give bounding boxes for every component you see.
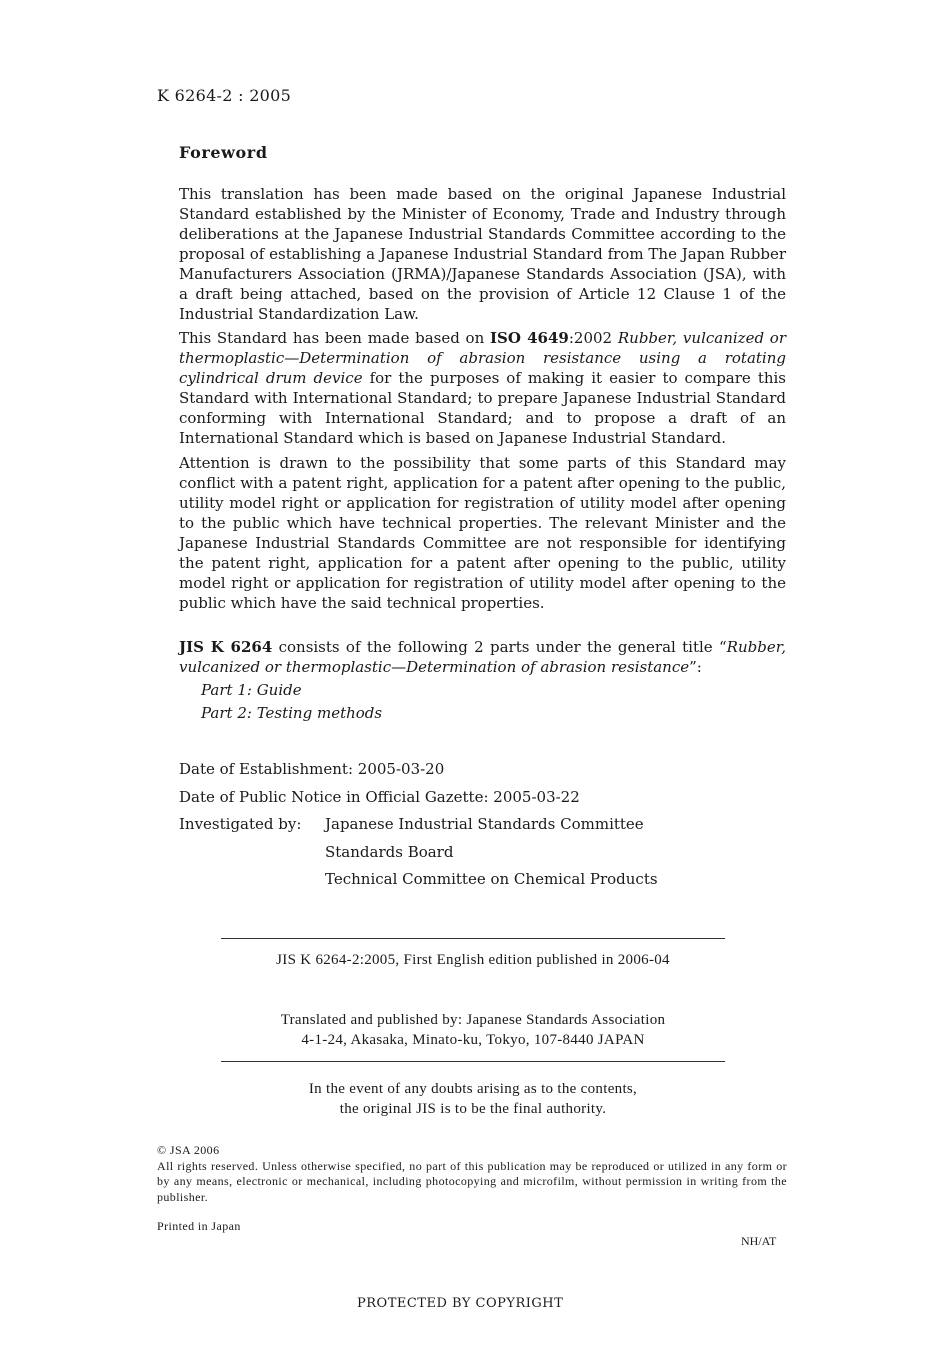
standard-number-header: K 6264-2 : 2005	[157, 86, 292, 105]
part-1-item: Part 1: Guide	[201, 681, 302, 699]
rights-statement: All rights reserved. Unless otherwise specified, no part of this publication may be reproduced or utilized in any form or by any means, electronic or mechanical, including photocopying and microfilm, without permission in writing from the publisher.	[157, 1158, 787, 1204]
part-2-item: Part 2: Testing methods	[201, 703, 383, 722]
publisher-block	[221, 1010, 725, 1050]
foreword-paragraph-4	[179, 637, 786, 677]
authority-line-1: In the event of any doubts arising as to the contents,	[308, 1081, 638, 1097]
publisher-line-1: Translated and published by: Japanese Standards Association	[280, 1012, 666, 1028]
para2-text-b: :2002	[568, 329, 618, 347]
investigator-2: Standards Board	[325, 842, 454, 861]
jis-reference: JIS K 6264	[179, 638, 273, 656]
investigated-by-label: Investigated by:	[179, 815, 302, 833]
divider-bottom	[221, 1061, 725, 1062]
printed-in: Printed in Japan	[157, 1219, 241, 1233]
authority-line-2: the original JIS is to be the final authority.	[339, 1101, 607, 1117]
iso-title: Rubber, vulcanized or thermoplastic—Determination of abrasion resistance using a rotating cylindrical drum device	[179, 329, 786, 387]
para2-text-c: for the purposes of making it easier to compare this Standard with International Standard; to prepare Japanese Industrial Standard conforming with International Standard; and to propose a draft of an International Standard which is based on Japanese Industrial Standard.	[179, 369, 787, 447]
foreword-paragraph-3: Attention is drawn to the possibility that some parts of this Standard may conflict with a patent right, application for a patent after opening to the public, utility model right or application for registration of utility model after opening to the public which have technical properties. The relevant Minister and the Japanese Industrial Standards Committee are not responsible for identifying the patent right, application for a patent after opening to the public, utility model right or application for registration of utility model after opening to the public which have the said technical properties.	[179, 454, 786, 612]
foreword-title: Foreword	[179, 143, 268, 162]
investigated-by-list	[325, 811, 658, 894]
investigator-1: Japanese Industrial Standards Committee	[325, 815, 644, 833]
general-title: Rubber, vulcanized or thermoplastic—Determination of abrasion resistance	[179, 638, 786, 676]
authority-note	[221, 1079, 725, 1119]
para4-text-a: consists of the following 2 parts under the general title “	[272, 638, 727, 656]
para4-text-b: ”:	[689, 658, 702, 676]
foreword-paragraph-2	[179, 328, 786, 448]
para2-text-a: This Standard has been made based on	[179, 329, 490, 347]
protected-by-copyright-footer: PROTECTED BY COPYRIGHT	[357, 1296, 564, 1311]
document-code: NH/AT	[741, 1234, 777, 1248]
date-of-public-notice: Date of Public Notice in Official Gazette: 2005-03-22	[179, 788, 580, 806]
publisher-address: 4-1-24, Akasaka, Minato-ku, Tokyo, 107-8440 JAPAN	[301, 1032, 645, 1048]
copyright-block	[157, 1143, 787, 1205]
investigator-3: Technical Committee on Chemical Products	[325, 870, 658, 888]
edition-line: JIS K 6264-2:2005, First English edition published in 2006-04	[276, 952, 670, 968]
iso-reference: ISO 4649	[490, 329, 569, 347]
copyright-symbol-line: © JSA 2006	[157, 1143, 220, 1157]
foreword-paragraph-1: This translation has been made based on the original Japanese Industrial Standard established by the Minister of Economy, Trade and Industry through deliberations at the Japanese Industrial Standards Committee according to the proposal of establishing a Japanese Industrial Standard from The Japan Rubber Manufacturers Association (JRMA)/Japanese Standards Association (JSA), with a draft being attached, based on the provision of Article 12 Clause 1 of the Industrial Standardization Law.	[179, 185, 786, 323]
dates-block	[179, 755, 580, 811]
date-of-establishment: Date of Establishment: 2005-03-20	[179, 760, 445, 778]
divider-top	[221, 938, 725, 939]
parts-list	[201, 679, 382, 724]
